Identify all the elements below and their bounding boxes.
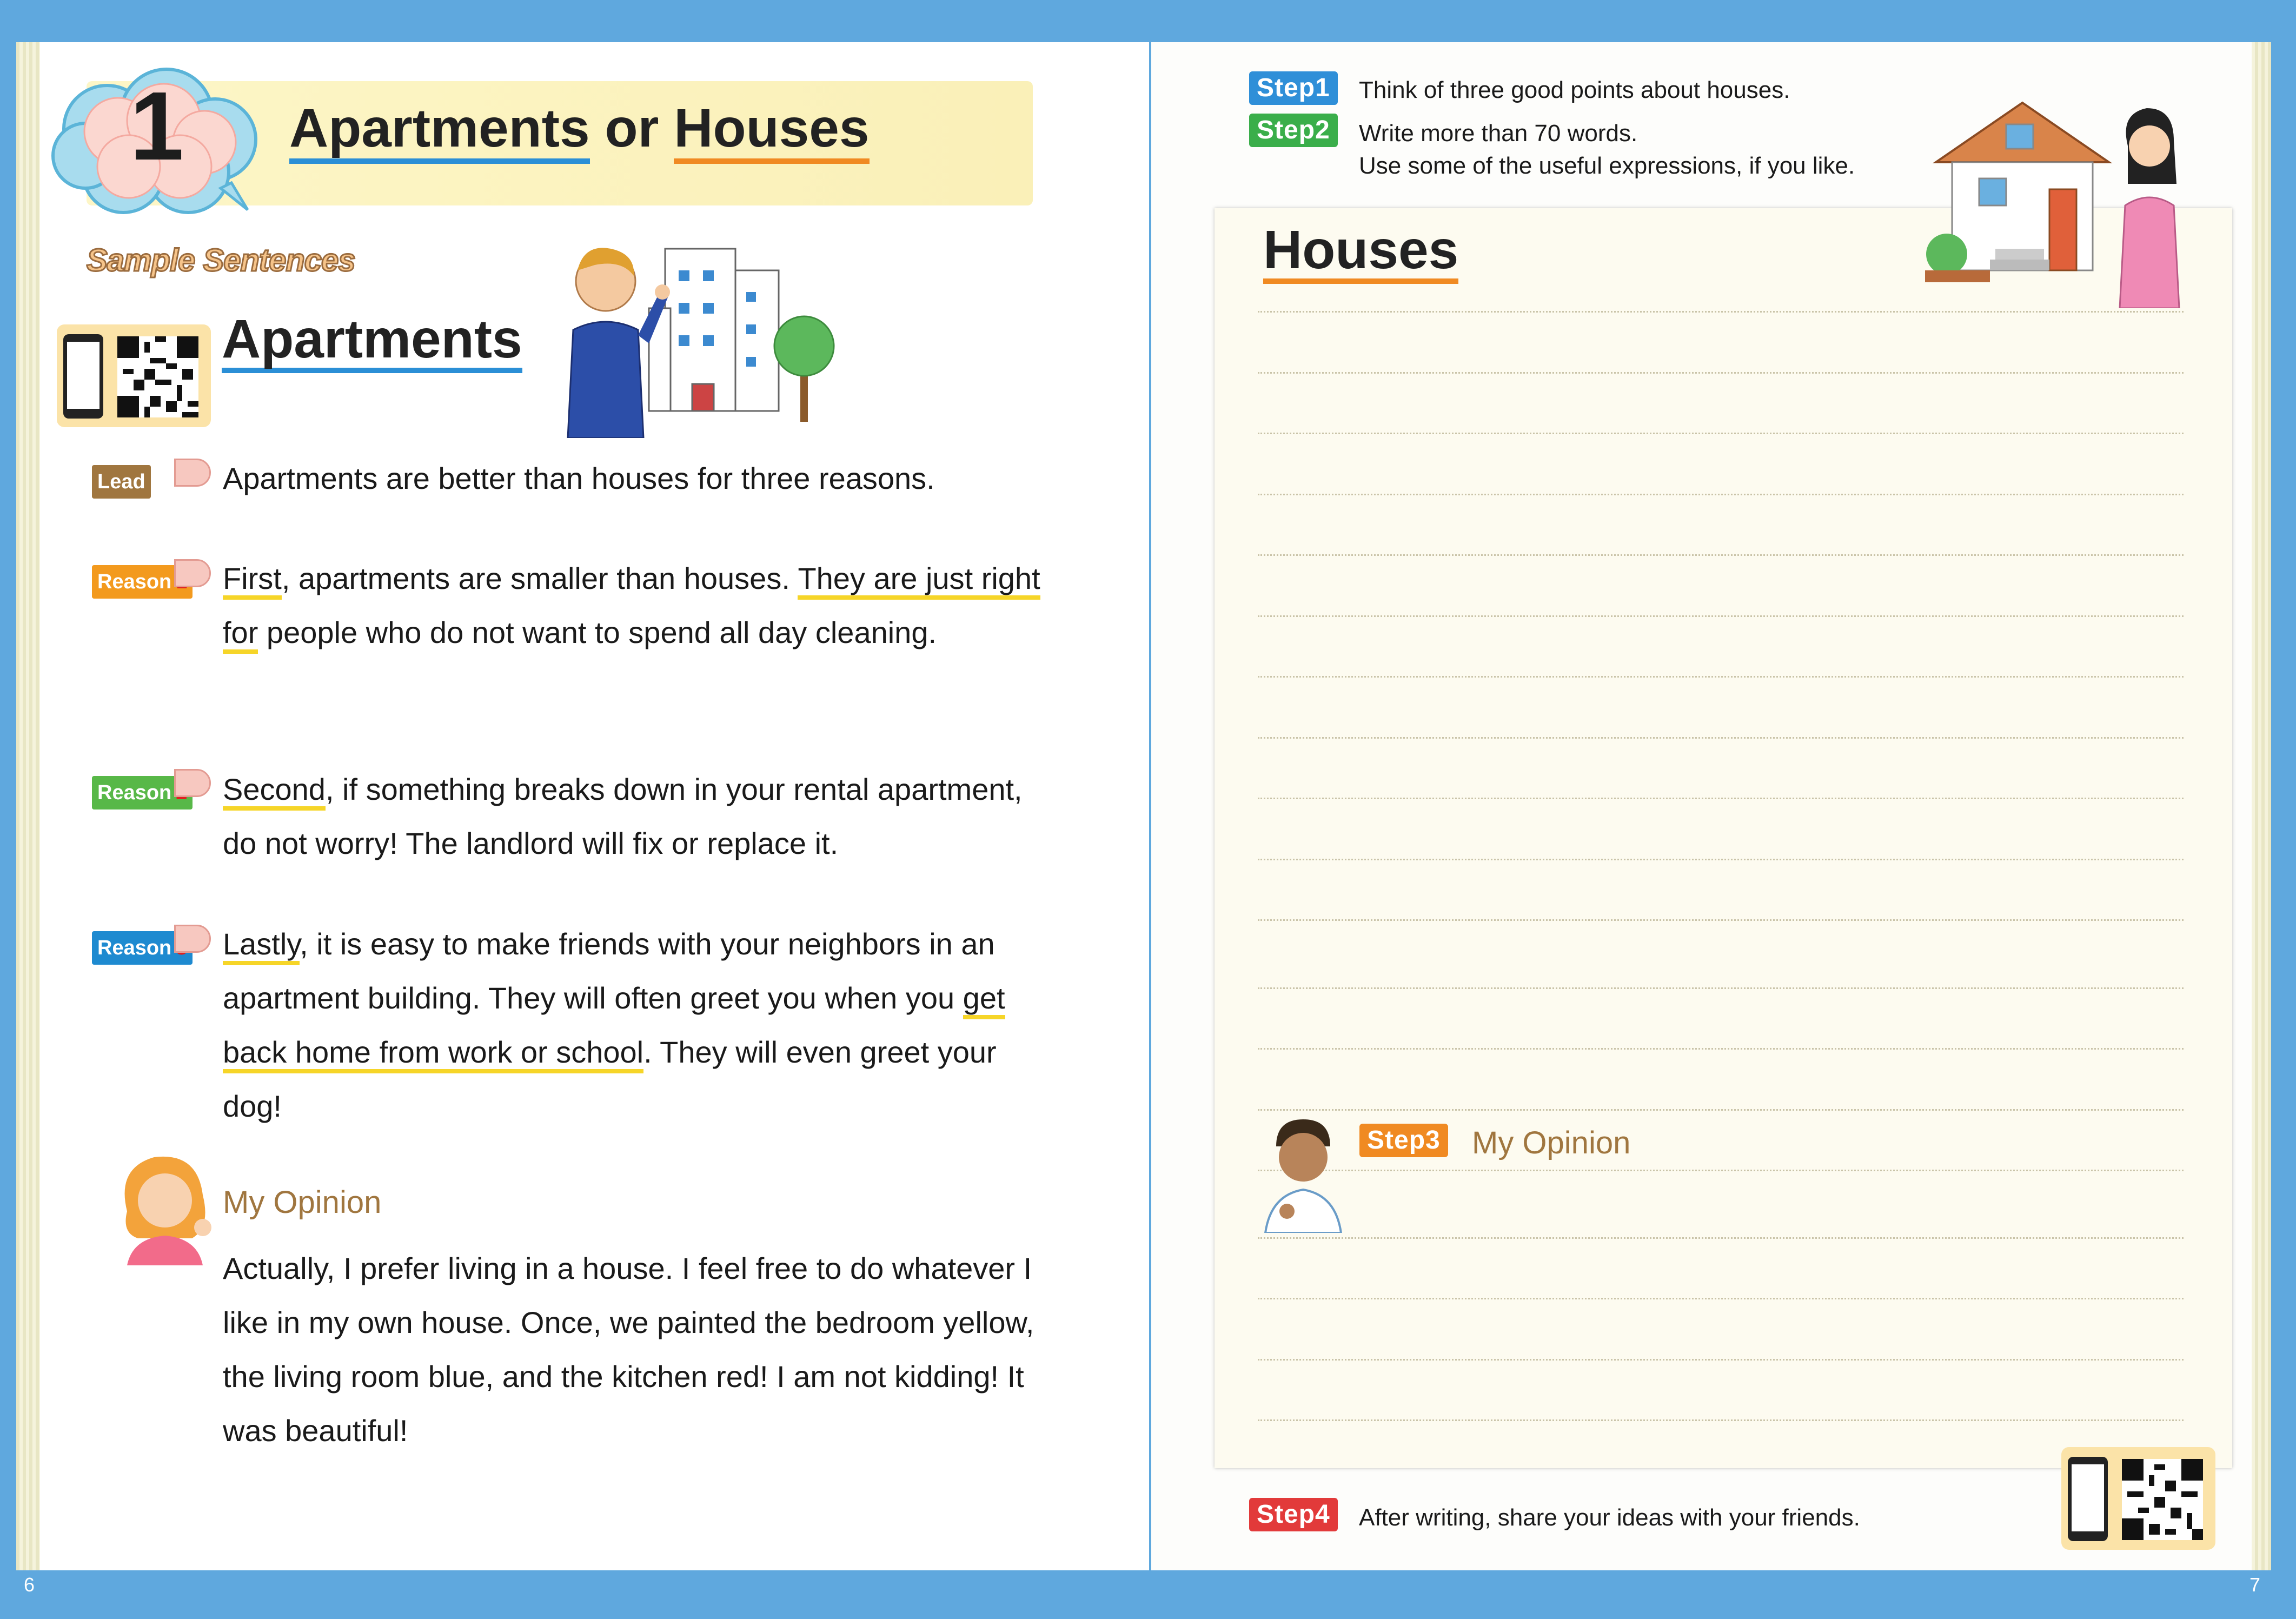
reason1-text-a: , apartments are smaller than houses. <box>281 561 798 595</box>
writing-box[interactable] <box>1215 208 2232 1468</box>
page-title <box>289 97 870 160</box>
title-houses: Houses <box>674 98 869 164</box>
step3-badge: Step3 <box>1359 1124 1448 1157</box>
reason2-highlight-second: Second <box>223 772 326 811</box>
girl-illustration <box>111 1146 219 1265</box>
qr-code-icon <box>117 336 198 417</box>
reason2-paragraph <box>223 762 1056 871</box>
writing-line <box>1258 311 2184 313</box>
writing-line <box>1258 987 2184 989</box>
page-edge-right <box>2252 42 2271 1570</box>
lead-tag: Lead <box>92 465 151 499</box>
pointing-finger-icon <box>174 769 211 797</box>
reason-tag-label: Reason <box>97 570 172 593</box>
man-with-building-illustration <box>562 227 854 438</box>
title-or: or <box>605 98 659 158</box>
my-opinion-heading: My Opinion <box>223 1185 382 1220</box>
reason1-highlight-first: First <box>223 561 282 600</box>
reason3-highlight-lastly: Lastly <box>223 927 300 965</box>
pointing-finger-icon <box>174 559 211 587</box>
step2-badge: Step2 <box>1249 114 1338 147</box>
title-apartments: Apartments <box>289 98 590 164</box>
reason1-paragraph <box>223 552 1056 660</box>
step4-instruction: After writing, share your ideas with your friends. <box>1359 1504 1860 1531</box>
writing-line <box>1258 859 2184 860</box>
lead-sentence: Apartments are better than houses for three reasons. <box>223 461 935 495</box>
reason3-paragraph <box>223 917 1056 1133</box>
houses-heading: Houses <box>1263 222 1458 284</box>
reason-tag-label: Reason <box>97 937 172 959</box>
reason1-text-b: people who do not want to spend all day cleaning. <box>258 615 937 649</box>
page-number-left: 6 <box>24 1574 35 1596</box>
step2-instruction-sub: Use some of the useful expressions, if you like. <box>1359 152 1855 179</box>
sample-sentences-label: Sample Sentences <box>87 243 355 278</box>
page-number-right: 7 <box>2249 1574 2261 1596</box>
writing-line <box>1258 433 2184 434</box>
boy-illustration <box>1260 1114 1346 1233</box>
step1-instruction: Think of three good points about houses. <box>1359 77 1790 103</box>
pointing-finger-icon <box>174 459 211 487</box>
reason3-text-a: , it is easy to make friends with your neighbors in an apartment building. They will often greet you when you <box>223 927 995 1015</box>
writing-line <box>1258 1359 2184 1361</box>
writing-line <box>1258 737 2184 739</box>
writing-line <box>1258 1237 2184 1239</box>
writing-line <box>1258 919 2184 921</box>
reason-tag-label: Reason <box>97 781 172 804</box>
qr-code-icon <box>2122 1459 2203 1540</box>
reason3-highlight-expression: get back home from work or school <box>223 981 1005 1073</box>
writing-line <box>1258 1419 2184 1421</box>
section-heading-apartments: Apartments <box>222 311 522 373</box>
step2-instruction: Write more than 70 words. <box>1359 120 1638 147</box>
page-edge-left <box>16 42 40 1570</box>
writing-line <box>1258 494 2184 495</box>
lesson-number: 1 <box>129 72 184 181</box>
qr-audio-block[interactable] <box>57 324 211 427</box>
writing-line <box>1258 798 2184 799</box>
step1-badge: Step1 <box>1249 71 1338 105</box>
step4-badge: Step4 <box>1249 1498 1338 1531</box>
writing-line <box>1258 615 2184 617</box>
writing-line <box>1258 554 2184 556</box>
step3-my-opinion: My Opinion <box>1472 1125 1631 1160</box>
pointing-finger-icon <box>174 925 211 953</box>
writing-line <box>1258 676 2184 678</box>
writing-line <box>1258 1109 2184 1111</box>
writing-line <box>1258 1170 2184 1171</box>
reason1-highlight-expression: They are just right for <box>223 561 1040 654</box>
reason3-text-b: . They will even greet your dog! <box>223 1035 997 1123</box>
opinion-paragraph: Actually, I prefer living in a house. I feel free to do whatever I like in my own house. Once, we painted the bedroom yellow, the living room blue, and the kitchen red! I am not kidding! It was beautiful! <box>223 1251 1034 1448</box>
smartphone-icon <box>2068 1457 2108 1541</box>
writing-line <box>1258 1048 2184 1050</box>
writing-line <box>1258 372 2184 374</box>
writing-line <box>1258 1298 2184 1299</box>
qr-audio-block-right[interactable] <box>2061 1447 2215 1550</box>
smartphone-icon <box>63 334 103 419</box>
house-with-woman-illustration <box>1914 81 2195 308</box>
reason2-text: , if something breaks down in your rental apartment, do not worry! The landlord will fix or replace it. <box>223 772 1023 860</box>
